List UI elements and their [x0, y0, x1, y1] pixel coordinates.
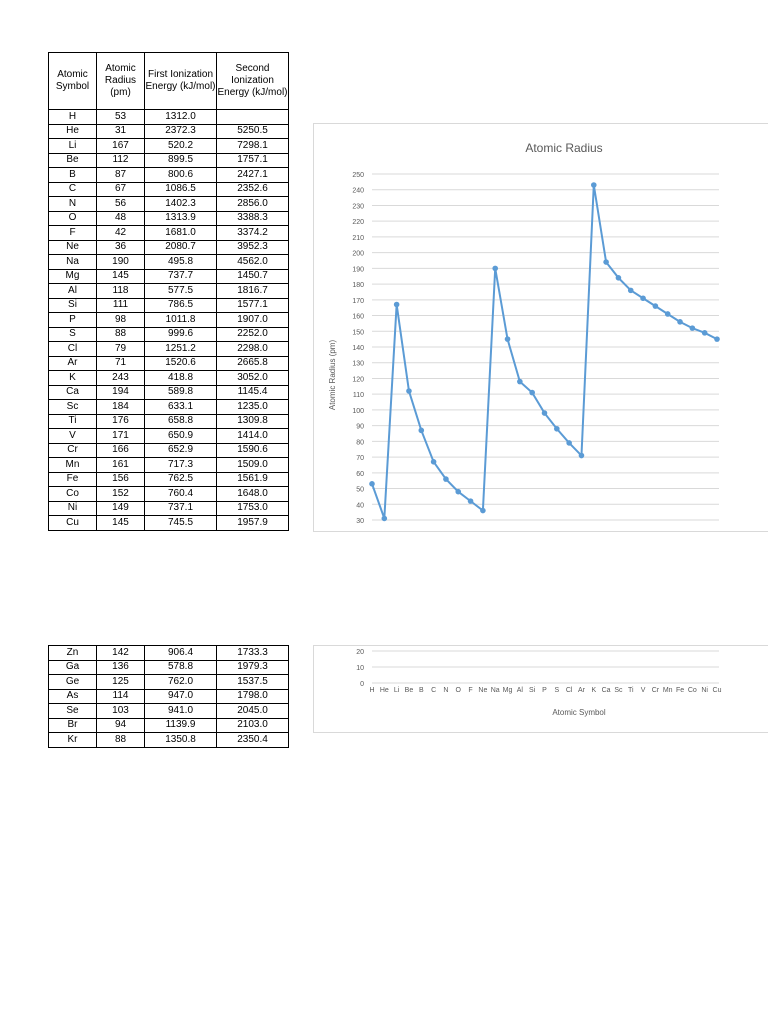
atomic-radius-chart-continuation: [313, 645, 768, 733]
y-tick-label: 60: [356, 470, 364, 478]
cell-atomic-radius: 149: [97, 501, 145, 516]
y-tick-label: 250: [352, 172, 364, 179]
table-row: [49, 269, 289, 284]
x-tick-label: F: [468, 687, 473, 694]
cell-second-ionization: 1577.1: [217, 298, 289, 313]
cell-first-ionization: 495.8: [145, 255, 217, 270]
cell-second-ionization: 3374.2: [217, 226, 289, 241]
x-tick-label: N: [443, 687, 449, 694]
x-tick-label: Na: [490, 687, 500, 694]
cell-atomic-symbol: Cl: [49, 342, 97, 357]
data-point-Cr: [653, 303, 659, 309]
cell-atomic-radius: 171: [97, 429, 145, 444]
cell-atomic-symbol: Cu: [49, 516, 97, 531]
x-tick-label: He: [379, 687, 389, 694]
y-tick-label: 140: [352, 345, 364, 352]
cell-first-ionization: 1139.9: [145, 718, 217, 733]
cell-atomic-symbol: O: [49, 211, 97, 226]
cell-second-ionization: 3052.0: [217, 371, 289, 386]
cell-atomic-symbol: Cr: [49, 443, 97, 458]
data-point-Mg: [505, 336, 511, 342]
y-tick-label: 130: [352, 360, 364, 368]
cell-atomic-radius: 31: [97, 124, 145, 139]
cell-atomic-symbol: Ge: [49, 675, 97, 690]
table-row: [49, 313, 289, 328]
cell-second-ionization: 2252.0: [217, 327, 289, 342]
y-tick-label: 170: [352, 297, 364, 305]
data-point-V: [640, 295, 646, 301]
y-tick-labels: [352, 172, 364, 525]
data-point-S: [554, 426, 560, 432]
table-row: [49, 660, 289, 675]
table-row: [49, 371, 289, 386]
cell-first-ionization: 737.1: [145, 501, 217, 516]
data-point-Fe: [677, 319, 683, 325]
table-body: [49, 646, 289, 748]
x-tick-label: Be: [404, 687, 414, 694]
data-point-O: [455, 489, 461, 495]
cell-second-ionization: 1309.8: [217, 414, 289, 429]
cell-second-ionization: 2427.1: [217, 168, 289, 183]
data-point-C: [431, 459, 437, 465]
cell-atomic-symbol: P: [49, 313, 97, 328]
x-tick-label: Mg: [502, 687, 513, 694]
data-point-Ti: [628, 288, 634, 294]
cell-second-ionization: 1145.4: [217, 385, 289, 400]
data-point-Na: [492, 266, 498, 272]
table-row: [49, 516, 289, 531]
cell-atomic-radius: 145: [97, 269, 145, 284]
cell-atomic-radius: 136: [97, 660, 145, 675]
data-table-bottom: [48, 645, 289, 748]
table-row: [49, 168, 289, 183]
x-tick-label: Li: [393, 687, 400, 694]
table-row: [49, 298, 289, 313]
cell-atomic-radius: 194: [97, 385, 145, 400]
cell-atomic-symbol: S: [49, 327, 97, 342]
table-row: [49, 211, 289, 226]
cell-atomic-symbol: Se: [49, 704, 97, 719]
y-tick-label: 20: [356, 649, 364, 656]
cell-atomic-symbol: F: [49, 226, 97, 241]
cell-atomic-radius: 166: [97, 443, 145, 458]
data-point-Ni: [702, 330, 708, 336]
cell-atomic-symbol: Br: [49, 718, 97, 733]
x-tick-label: Ar: [577, 687, 585, 694]
cell-second-ionization: [217, 110, 289, 125]
cell-atomic-radius: 156: [97, 472, 145, 487]
x-tick-label: P: [542, 687, 547, 694]
cell-atomic-radius: 88: [97, 733, 145, 748]
table-row: [49, 110, 289, 125]
cell-atomic-radius: 112: [97, 153, 145, 168]
y-tick-label: 220: [352, 219, 364, 227]
cell-second-ionization: 1907.0: [217, 313, 289, 328]
data-point-He: [382, 516, 388, 522]
table-row: [49, 487, 289, 502]
data-point-P: [542, 410, 548, 416]
table-row: [49, 139, 289, 154]
cell-second-ionization: 1235.0: [217, 400, 289, 415]
cell-atomic-symbol: Mg: [49, 269, 97, 284]
cell-second-ionization: 4562.0: [217, 255, 289, 270]
cell-atomic-symbol: Na: [49, 255, 97, 270]
cell-first-ionization: 1402.3: [145, 197, 217, 212]
cell-first-ionization: 1011.8: [145, 313, 217, 328]
table-row: [49, 472, 289, 487]
cell-second-ionization: 1590.6: [217, 443, 289, 458]
x-tick-label: Co: [687, 687, 697, 694]
cell-atomic-radius: 243: [97, 371, 145, 386]
data-point-Si: [529, 390, 535, 396]
y-tick-label: 120: [352, 376, 364, 384]
cell-atomic-symbol: C: [49, 182, 97, 197]
cell-atomic-radius: 88: [97, 327, 145, 342]
y-tick-label: 240: [352, 187, 364, 195]
x-tick-label: Ti: [627, 687, 634, 694]
y-tick-label: 150: [352, 329, 364, 337]
cell-atomic-symbol: Si: [49, 298, 97, 313]
cell-atomic-symbol: Ca: [49, 385, 97, 400]
data-table-top: [48, 52, 289, 531]
x-tick-label: Ca: [601, 687, 611, 694]
table-row: [49, 327, 289, 342]
table-row: [49, 443, 289, 458]
data-point-K: [591, 182, 597, 188]
header-second-ionization: Second Ionization Energy (kJ/mol): [217, 53, 289, 110]
header-first-ionization: First Ionization Energy (kJ/mol): [145, 53, 217, 110]
data-point-Ne: [480, 508, 486, 514]
table-row: [49, 385, 289, 400]
cell-atomic-symbol: He: [49, 124, 97, 139]
chart-canvas: [314, 124, 768, 531]
cell-second-ionization: 2352.6: [217, 182, 289, 197]
series-atomic-radius: [369, 182, 720, 521]
table-row: [49, 124, 289, 139]
table-row: [49, 646, 289, 661]
x-tick-label: V: [640, 687, 646, 694]
y-tick-label: 30: [356, 518, 364, 525]
cell-first-ionization: 578.8: [145, 660, 217, 675]
cell-second-ionization: 2856.0: [217, 197, 289, 212]
cell-second-ionization: 1509.0: [217, 458, 289, 473]
table-row: [49, 733, 289, 748]
cell-first-ionization: 418.8: [145, 371, 217, 386]
data-point-Ar: [579, 453, 585, 459]
cell-atomic-radius: 184: [97, 400, 145, 415]
cell-atomic-radius: 71: [97, 356, 145, 371]
cell-first-ionization: 717.3: [145, 458, 217, 473]
cell-first-ionization: 906.4: [145, 646, 217, 661]
y-tick-label: 230: [352, 203, 364, 211]
y-tick-label: 110: [352, 392, 364, 400]
cell-atomic-symbol: Ga: [49, 660, 97, 675]
data-point-Cl: [566, 440, 572, 446]
cell-atomic-radius: 114: [97, 689, 145, 704]
cell-second-ionization: 1798.0: [217, 689, 289, 704]
x-tick-label: Cu: [712, 687, 722, 694]
table-row: [49, 153, 289, 168]
cell-atomic-symbol: N: [49, 197, 97, 212]
cell-atomic-symbol: Be: [49, 153, 97, 168]
cell-first-ionization: 2080.7: [145, 240, 217, 255]
cell-atomic-symbol: Ti: [49, 414, 97, 429]
data-point-Li: [394, 302, 400, 308]
cell-first-ionization: 760.4: [145, 487, 217, 502]
cell-second-ionization: 1816.7: [217, 284, 289, 299]
y-tick-label: 10: [356, 665, 364, 672]
cell-atomic-radius: 87: [97, 168, 145, 183]
header-atomic-radius: Atomic Radius (pm): [97, 53, 145, 110]
data-point-Sc: [616, 275, 622, 281]
y-tick-label: 40: [356, 502, 364, 510]
cell-first-ionization: 1086.5: [145, 182, 217, 197]
table-row: [49, 197, 289, 212]
x-tick-label: B: [418, 687, 424, 694]
x-tick-label: K: [591, 687, 597, 694]
y-tick-label: 90: [356, 423, 364, 431]
cell-first-ionization: 2372.3: [145, 124, 217, 139]
table-header-row: [49, 53, 289, 110]
x-tick-label: Mn: [662, 687, 673, 694]
x-tick-label: S: [554, 687, 560, 694]
y-tick-label: 50: [356, 486, 364, 494]
table-row: [49, 414, 289, 429]
cell-atomic-radius: 111: [97, 298, 145, 313]
cell-atomic-radius: 103: [97, 704, 145, 719]
cell-first-ionization: 762.0: [145, 675, 217, 690]
table-row: [49, 400, 289, 415]
table-row: [49, 704, 289, 719]
cell-atomic-symbol: As: [49, 689, 97, 704]
x-tick-label: Si: [529, 687, 536, 694]
cell-atomic-radius: 36: [97, 240, 145, 255]
table-row: [49, 429, 289, 444]
cell-second-ionization: 2103.0: [217, 718, 289, 733]
data-point-N: [443, 476, 449, 482]
cell-atomic-radius: 142: [97, 646, 145, 661]
cell-first-ionization: 800.6: [145, 168, 217, 183]
cell-atomic-radius: 42: [97, 226, 145, 241]
cell-first-ionization: 762.5: [145, 472, 217, 487]
table-row: [49, 240, 289, 255]
x-axis-label: Atomic Symbol: [552, 708, 606, 717]
cell-second-ionization: 2350.4: [217, 733, 289, 748]
x-tick-label: Cl: [565, 687, 573, 694]
x-tick-label: Fe: [675, 687, 685, 694]
cell-atomic-radius: 125: [97, 675, 145, 690]
data-point-H: [369, 481, 375, 487]
cell-atomic-symbol: Ni: [49, 501, 97, 516]
cell-atomic-radius: 79: [97, 342, 145, 357]
cell-second-ionization: 1561.9: [217, 472, 289, 487]
cell-atomic-symbol: Sc: [49, 400, 97, 415]
cell-second-ionization: 7298.1: [217, 139, 289, 154]
cell-second-ionization: 2665.8: [217, 356, 289, 371]
cell-atomic-symbol: Co: [49, 487, 97, 502]
data-point-Mn: [665, 311, 671, 317]
data-point-Co: [690, 325, 696, 331]
cell-second-ionization: 1414.0: [217, 429, 289, 444]
cell-atomic-radius: 167: [97, 139, 145, 154]
x-tick-label: O: [455, 687, 461, 694]
cell-atomic-radius: 67: [97, 182, 145, 197]
x-tick-label: Al: [516, 687, 523, 694]
cell-atomic-radius: 161: [97, 458, 145, 473]
table-row: [49, 255, 289, 270]
cell-atomic-radius: 48: [97, 211, 145, 226]
cell-second-ionization: 1957.9: [217, 516, 289, 531]
series-line: [372, 185, 717, 518]
cell-first-ionization: 589.8: [145, 385, 217, 400]
cell-atomic-symbol: V: [49, 429, 97, 444]
cell-atomic-radius: 56: [97, 197, 145, 212]
cell-first-ionization: 999.6: [145, 327, 217, 342]
cell-first-ionization: 650.9: [145, 429, 217, 444]
table-row: [49, 718, 289, 733]
data-point-Ca: [603, 259, 609, 265]
cell-second-ionization: 1733.3: [217, 646, 289, 661]
table-row: [49, 501, 289, 516]
cell-second-ionization: 3388.3: [217, 211, 289, 226]
data-point-Cu: [714, 336, 720, 342]
cell-atomic-symbol: Kr: [49, 733, 97, 748]
table-row: [49, 689, 289, 704]
cell-atomic-radius: 176: [97, 414, 145, 429]
table-row: [49, 342, 289, 357]
x-tick-label: Cr: [651, 687, 660, 694]
table-row: [49, 675, 289, 690]
y-tick-labels: [356, 649, 364, 688]
gridlines: [372, 174, 719, 520]
y-tick-label: 210: [352, 234, 364, 242]
cell-atomic-radius: 152: [97, 487, 145, 502]
cell-first-ionization: 577.5: [145, 284, 217, 299]
cell-first-ionization: 899.5: [145, 153, 217, 168]
cell-atomic-symbol: Ar: [49, 356, 97, 371]
cell-second-ionization: 1753.0: [217, 501, 289, 516]
x-tick-label: H: [369, 687, 375, 694]
cell-second-ionization: 1450.7: [217, 269, 289, 284]
cell-first-ionization: 633.1: [145, 400, 217, 415]
table-row: [49, 458, 289, 473]
cell-first-ionization: 1313.9: [145, 211, 217, 226]
chart-title: Atomic Radius: [525, 141, 603, 155]
cell-atomic-radius: 190: [97, 255, 145, 270]
y-tick-label: 200: [352, 250, 364, 258]
cell-atomic-symbol: Zn: [49, 646, 97, 661]
cell-atomic-symbol: Al: [49, 284, 97, 299]
atomic-radius-chart: [313, 123, 768, 532]
cell-first-ionization: 941.0: [145, 704, 217, 719]
cell-atomic-symbol: Mn: [49, 458, 97, 473]
header-atomic-symbol: Atomic Symbol: [49, 53, 97, 110]
cell-atomic-symbol: Fe: [49, 472, 97, 487]
cell-atomic-radius: 145: [97, 516, 145, 531]
cell-second-ionization: 3952.3: [217, 240, 289, 255]
y-axis-label: Atomic Radius (pm): [328, 339, 337, 411]
cell-first-ionization: 947.0: [145, 689, 217, 704]
data-point-Be: [406, 388, 412, 394]
cell-first-ionization: 1681.0: [145, 226, 217, 241]
cell-atomic-radius: 94: [97, 718, 145, 733]
cell-atomic-symbol: K: [49, 371, 97, 386]
cell-atomic-symbol: Li: [49, 139, 97, 154]
y-tick-label: 190: [352, 266, 364, 274]
cell-second-ionization: 1979.3: [217, 660, 289, 675]
y-tick-label: 70: [356, 455, 364, 463]
y-tick-label: 160: [352, 313, 364, 321]
table-row: [49, 356, 289, 371]
cell-first-ionization: 786.5: [145, 298, 217, 313]
cell-second-ionization: 2298.0: [217, 342, 289, 357]
gridlines: [372, 651, 719, 683]
cell-first-ionization: 737.7: [145, 269, 217, 284]
chart-canvas-continuation: [314, 646, 768, 732]
cell-first-ionization: 745.5: [145, 516, 217, 531]
x-tick-label: Ni: [701, 687, 708, 694]
cell-second-ionization: 5250.5: [217, 124, 289, 139]
table-row: [49, 284, 289, 299]
x-tick-label: C: [431, 687, 437, 694]
data-point-F: [468, 498, 474, 504]
cell-first-ionization: 652.9: [145, 443, 217, 458]
cell-first-ionization: 658.8: [145, 414, 217, 429]
data-point-Al: [517, 379, 523, 385]
y-tick-label: 100: [352, 407, 364, 415]
cell-second-ionization: 1648.0: [217, 487, 289, 502]
cell-first-ionization: 1312.0: [145, 110, 217, 125]
data-point-B: [418, 428, 424, 434]
cell-first-ionization: 1251.2: [145, 342, 217, 357]
x-tick-labels: [369, 687, 721, 694]
cell-second-ionization: 1757.1: [217, 153, 289, 168]
cell-atomic-symbol: Ne: [49, 240, 97, 255]
y-tick-label: 180: [352, 282, 364, 290]
cell-atomic-radius: 118: [97, 284, 145, 299]
cell-first-ionization: 520.2: [145, 139, 217, 154]
cell-atomic-radius: 98: [97, 313, 145, 328]
table-row: [49, 226, 289, 241]
x-tick-label: Ne: [478, 687, 488, 694]
cell-atomic-symbol: B: [49, 168, 97, 183]
cell-atomic-radius: 53: [97, 110, 145, 125]
y-tick-label: 0: [360, 681, 364, 688]
cell-atomic-symbol: H: [49, 110, 97, 125]
y-tick-label: 80: [356, 439, 364, 447]
table-body: [49, 110, 289, 531]
table-row: [49, 182, 289, 197]
x-tick-label: Sc: [614, 687, 623, 694]
cell-second-ionization: 2045.0: [217, 704, 289, 719]
cell-first-ionization: 1520.6: [145, 356, 217, 371]
cell-second-ionization: 1537.5: [217, 675, 289, 690]
cell-first-ionization: 1350.8: [145, 733, 217, 748]
